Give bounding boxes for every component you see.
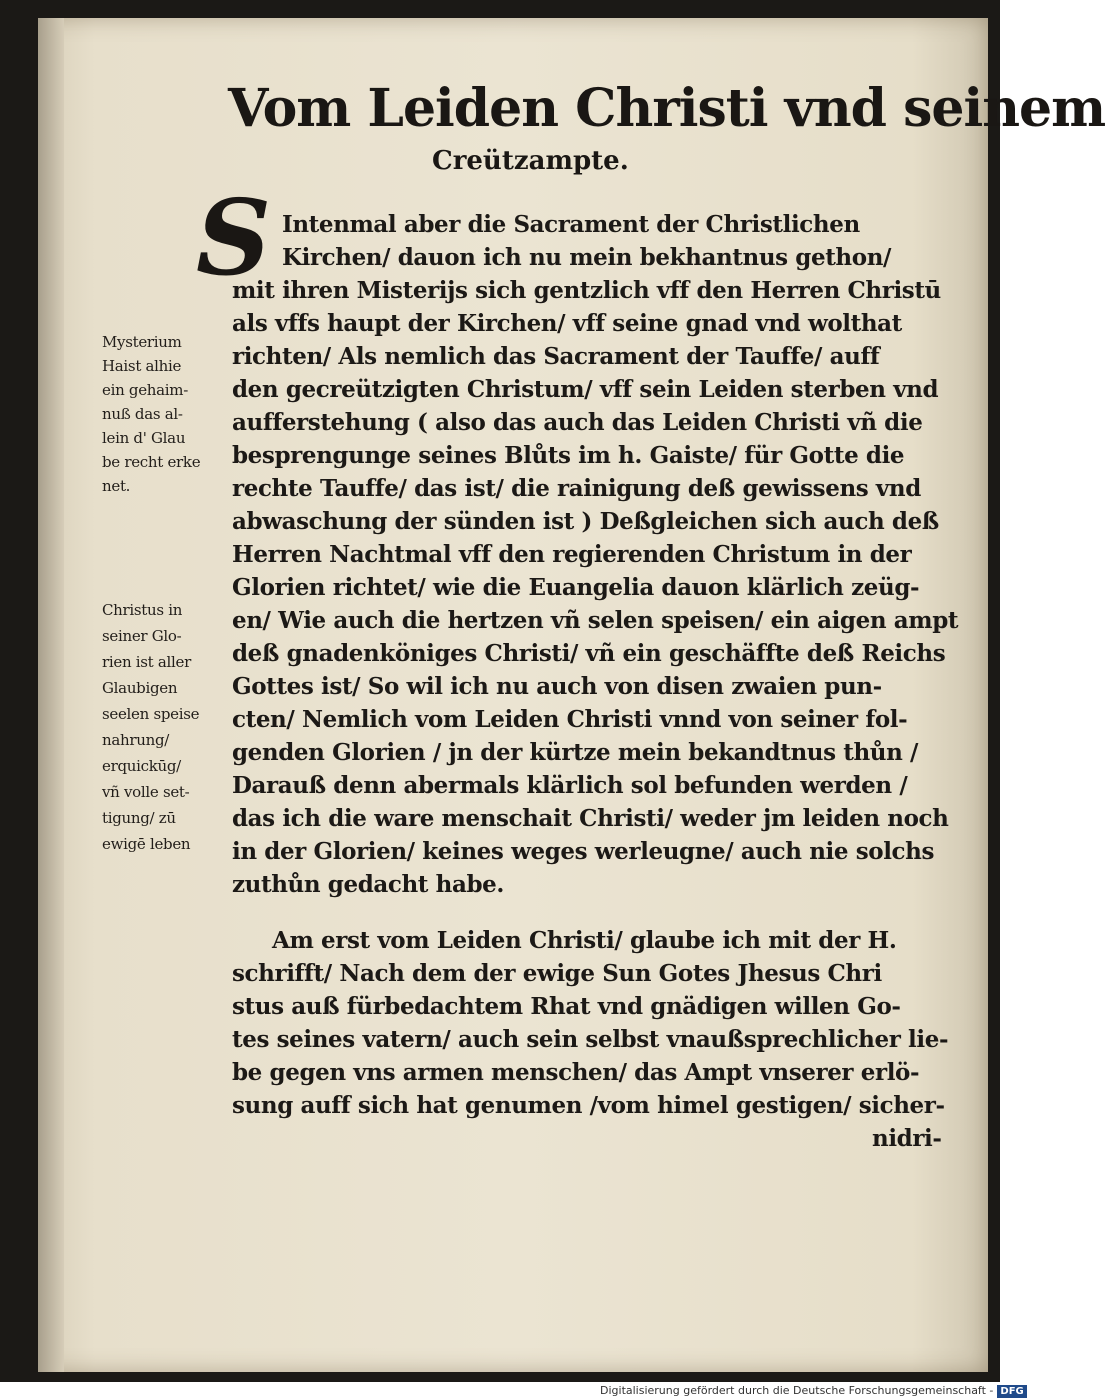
margin-note-line: Christus in [102,601,183,619]
margin-note-line: be recht erke [102,453,201,471]
margin-note-line: erquickūg/ [102,757,181,775]
body-line: zuthůn gedacht habe. [232,871,504,898]
margin-note-line: Glaubigen [102,679,178,697]
margin-note-line: Mysterium [102,333,182,351]
paragraph-line: be gegen vns armen menschen/ das Ampt vnserer erlö- [232,1059,920,1086]
paragraph-line: Am erst vom Leiden Christi/ glaube ich mit der H. [272,927,897,954]
body-line: rechte Tauffe/ das ist/ die rainigung deß gewissens vnd [232,475,921,502]
body-line: besprengunge seines Blůts im h. Gaiste/ für Gotte die [232,442,905,469]
catchword: nidri- [872,1125,942,1152]
body-line: Gottes ist/ So wil ich nu auch von disen zwaien pun- [232,673,882,700]
dfg-logo: DFG [997,1385,1026,1398]
margin-note-line: net. [102,477,131,495]
body-line: in der Glorien/ keines weges werleugne/ auch nie solchs [232,838,935,865]
funding-footer [600,1383,1024,1398]
paragraph-line: sung auff sich hat genumen /vom himel gestigen/ sicher- [232,1092,945,1119]
body-line: Intenmal aber die Sacrament der Christlichen [282,211,860,238]
body-line: richten/ Als nemlich das Sacrament der Tauffe/ auff [232,343,880,370]
paragraph-line: stus auß fürbedachtem Rhat vnd gnädigen willen Go- [232,993,901,1020]
drop-capital: S [196,176,272,299]
body-line: en/ Wie auch die hertzen vñ selen speisen/ ein aigen ampt [232,607,959,634]
chapter-title: Vom Leiden Christi vnd seinem [228,78,1105,139]
body-line: deß gnadenköniges Christi/ vñ ein geschäffte deß Reichs [232,640,946,667]
margin-note-line: seiner Glo- [102,627,182,645]
paragraph-line: schrifft/ Nach dem der ewige Sun Gotes Jhesus Chri [232,960,882,987]
body-line: Herren Nachtmal vff den regierenden Christum in der [232,541,912,568]
body-line: Darauß denn abermals klärlich sol befunden werden / [232,772,908,799]
margin-note-line: ewigē leben [102,835,191,853]
body-line: Kirchen/ dauon ich nu mein bekhantnus gethon/ [282,244,892,271]
margin-note-line: ein gehaim- [102,381,188,399]
page-gutter [38,18,64,1372]
margin-note-line: nahrung/ [102,731,170,749]
margin-note-line: seelen speise [102,705,200,723]
footer-text: Digitalisierung gefördert durch die Deutsche Forschungsgemeinschaft - [600,1384,994,1397]
margin-note-line: lein d' Glau [102,429,186,447]
body-line: den gecreützigten Christum/ vff sein Leiden sterben vnd [232,376,939,403]
margin-note-line: tigung/ zū [102,809,176,827]
body-line: aufferstehung ( also das auch das Leiden Christi vñ die [232,409,923,436]
margin-note-line: vñ volle set- [102,783,190,801]
body-line: abwaschung der sünden ist ) Deßgleichen sich auch deß [232,508,939,535]
margin-note-line: rien ist aller [102,653,191,671]
body-line: cten/ Nemlich vom Leiden Christi vnnd von seiner fol- [232,706,908,733]
paragraph-line: tes seines vatern/ auch sein selbst vnaußsprechlicher lie- [232,1026,949,1053]
margin-note-line: nuß das al- [102,405,183,423]
body-line: mit ihren Misterijs sich gentzlich vff den Herren Christū [232,277,941,304]
body-line: genden Glorien / jn der kürtze mein bekandtnus thůn / [232,739,919,766]
body-line: als vffs haupt der Kirchen/ vff seine gnad vnd wolthat [232,310,902,337]
body-line: das ich die ware menschait Christi/ weder jm leiden noch [232,805,949,832]
chapter-subtitle: Creützampte. [432,146,629,176]
body-line: Glorien richtet/ wie die Euangelia dauon klärlich zeüg- [232,574,920,601]
margin-note-line: Haist alhie [102,357,182,375]
